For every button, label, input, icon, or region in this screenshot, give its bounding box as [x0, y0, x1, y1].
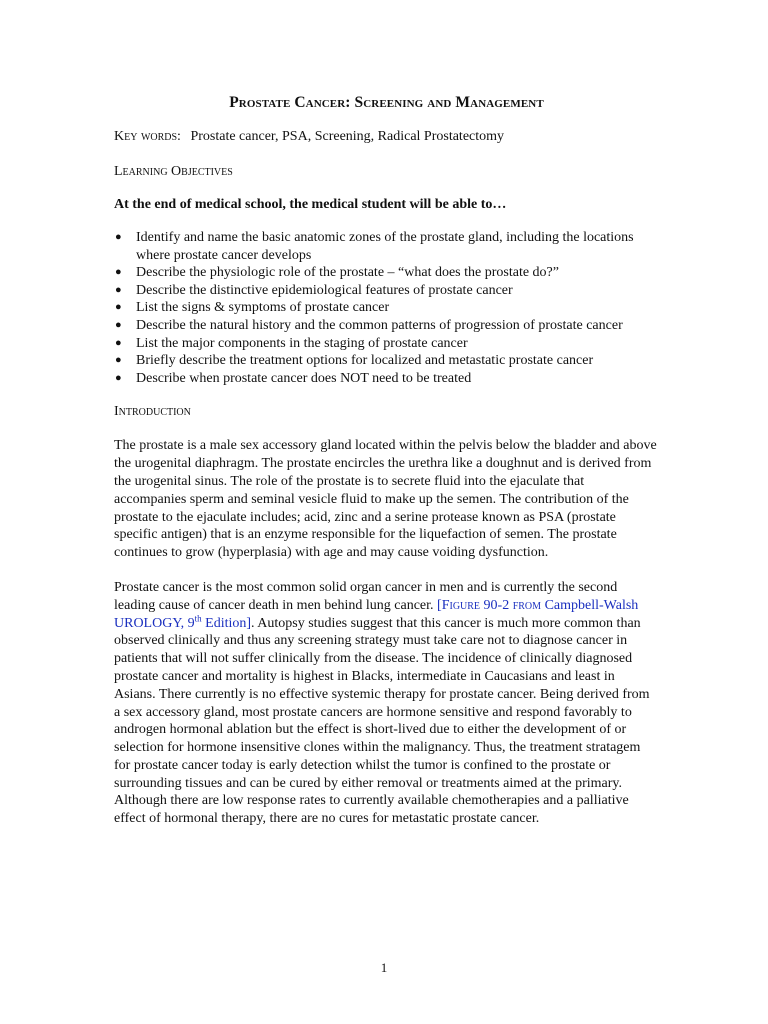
introduction-paragraph-2	[114, 579, 659, 828]
bullet-icon: ●	[115, 301, 122, 314]
objective-text: Describe the natural history and the common patterns of progression of prostate cancer	[136, 317, 623, 333]
bullet-icon: ●	[115, 266, 122, 279]
learning-objectives-lead: At the end of medical school, the medical student will be able to…	[114, 197, 507, 212]
list-item	[114, 335, 659, 353]
list-item	[114, 282, 659, 300]
keywords-label: Key words:	[114, 129, 181, 144]
bullet-icon: ●	[115, 231, 122, 243]
list-item	[114, 317, 659, 335]
bullet-icon: ●	[115, 318, 122, 331]
list-item	[114, 370, 659, 388]
figure-ref-end: Edition]	[201, 615, 252, 631]
figure-ref-label: Figure 90-2 from	[441, 597, 542, 613]
keywords-value: Prostate cancer, PSA, Screening, Radical Prostatectomy	[190, 129, 505, 144]
objective-text: Identify and name the basic anatomic zones of the prostate gland, including the locations where prostate cancer develops	[136, 230, 634, 263]
list-item	[114, 352, 659, 370]
page-content	[114, 94, 659, 845]
list-item	[114, 264, 659, 282]
document-title: Prostate Cancer: Screening and Management	[229, 94, 544, 111]
figure-ref-bracket: [	[437, 597, 442, 613]
objective-text: Describe the distinctive epidemiological features of prostate cancer	[136, 282, 513, 298]
bullet-icon: ●	[115, 283, 122, 296]
learning-objectives-heading: Learning Objectives	[114, 164, 233, 179]
page-number: 1	[380, 960, 388, 975]
figure-ref-sup: th	[194, 612, 202, 623]
introduction-heading: Introduction	[114, 404, 191, 420]
bullet-icon: ●	[115, 371, 122, 384]
introduction-paragraph-1: The prostate is a male sex accessory gland located within the pelvis below the bladder and above the urogenital diaphragm. The prostate encircles the urethra like a doughnut and is derived from the urogenital sinus. The role of the prostate is to secrete fluid into the ejaculate that accompanies sperm and seminal vesicle fluid to make up the semen. The contribution of the prostate to the ejaculate includes; acid, zinc and a serine protease known as PSA (prostate specific antigen) that is an enzyme responsible for the liquefaction of semen. The prostate continues to grow (hyperplasia) with age and may cause voiding dysfunction.	[114, 438, 657, 561]
list-item	[114, 229, 659, 264]
objective-text: List the major components in the staging of prostate cancer	[136, 335, 468, 351]
list-item	[114, 299, 659, 317]
objective-text: Describe when prostate cancer does NOT need to be treated	[136, 370, 472, 386]
paragraph-2-end: . Autopsy studies suggest that this cancer is much more common than observed clinically and thus any screening strategy must take care not to diagnose cancer in patients that will not suffer clinically from the disease. The incidence of clinically diagnosed prostate cancer and mortality is highest in Blacks, intermediate in Caucasians and least in Asians. There currently is no effective systemic therapy for prostate cancer. Being derived from a sex accessory gland, most prostate cancers are hormone sensitive and respond favorably to androgen hormonal ablation but the effect is short-lived due to either the development of or selection for hormone insensitive clones within the malignancy. Thus, the treatment stratagem for prostate cancer today is early detection whilst the tumor is confined to the prostate or surrounding tissues and can be cured by either removal or treatments aimed at the primary. Although there are low response rates to currently available chemotherapies and a palliative effect of hormonal therapy, there are no cures for metastatic prostate cancer.	[114, 615, 650, 827]
objective-text: List the signs & symptoms of prostate cancer	[136, 300, 390, 316]
objectives-list	[114, 229, 659, 387]
objective-text: Describe the physiologic role of the prostate – “what does the prostate do?”	[136, 265, 559, 281]
keywords-line	[114, 129, 659, 145]
bullet-icon: ●	[115, 336, 122, 349]
figure-ref-source: Campbell-Walsh UROLOGY, 9	[114, 597, 639, 631]
bullet-icon: ●	[115, 354, 122, 367]
paragraph-2-start: Prostate cancer is the most common solid organ cancer in men and is currently the second leading cause of cancer death in men behind lung cancer.	[114, 579, 618, 613]
objective-text: Briefly describe the treatment options for localized and metastatic prostate cancer	[136, 353, 594, 369]
